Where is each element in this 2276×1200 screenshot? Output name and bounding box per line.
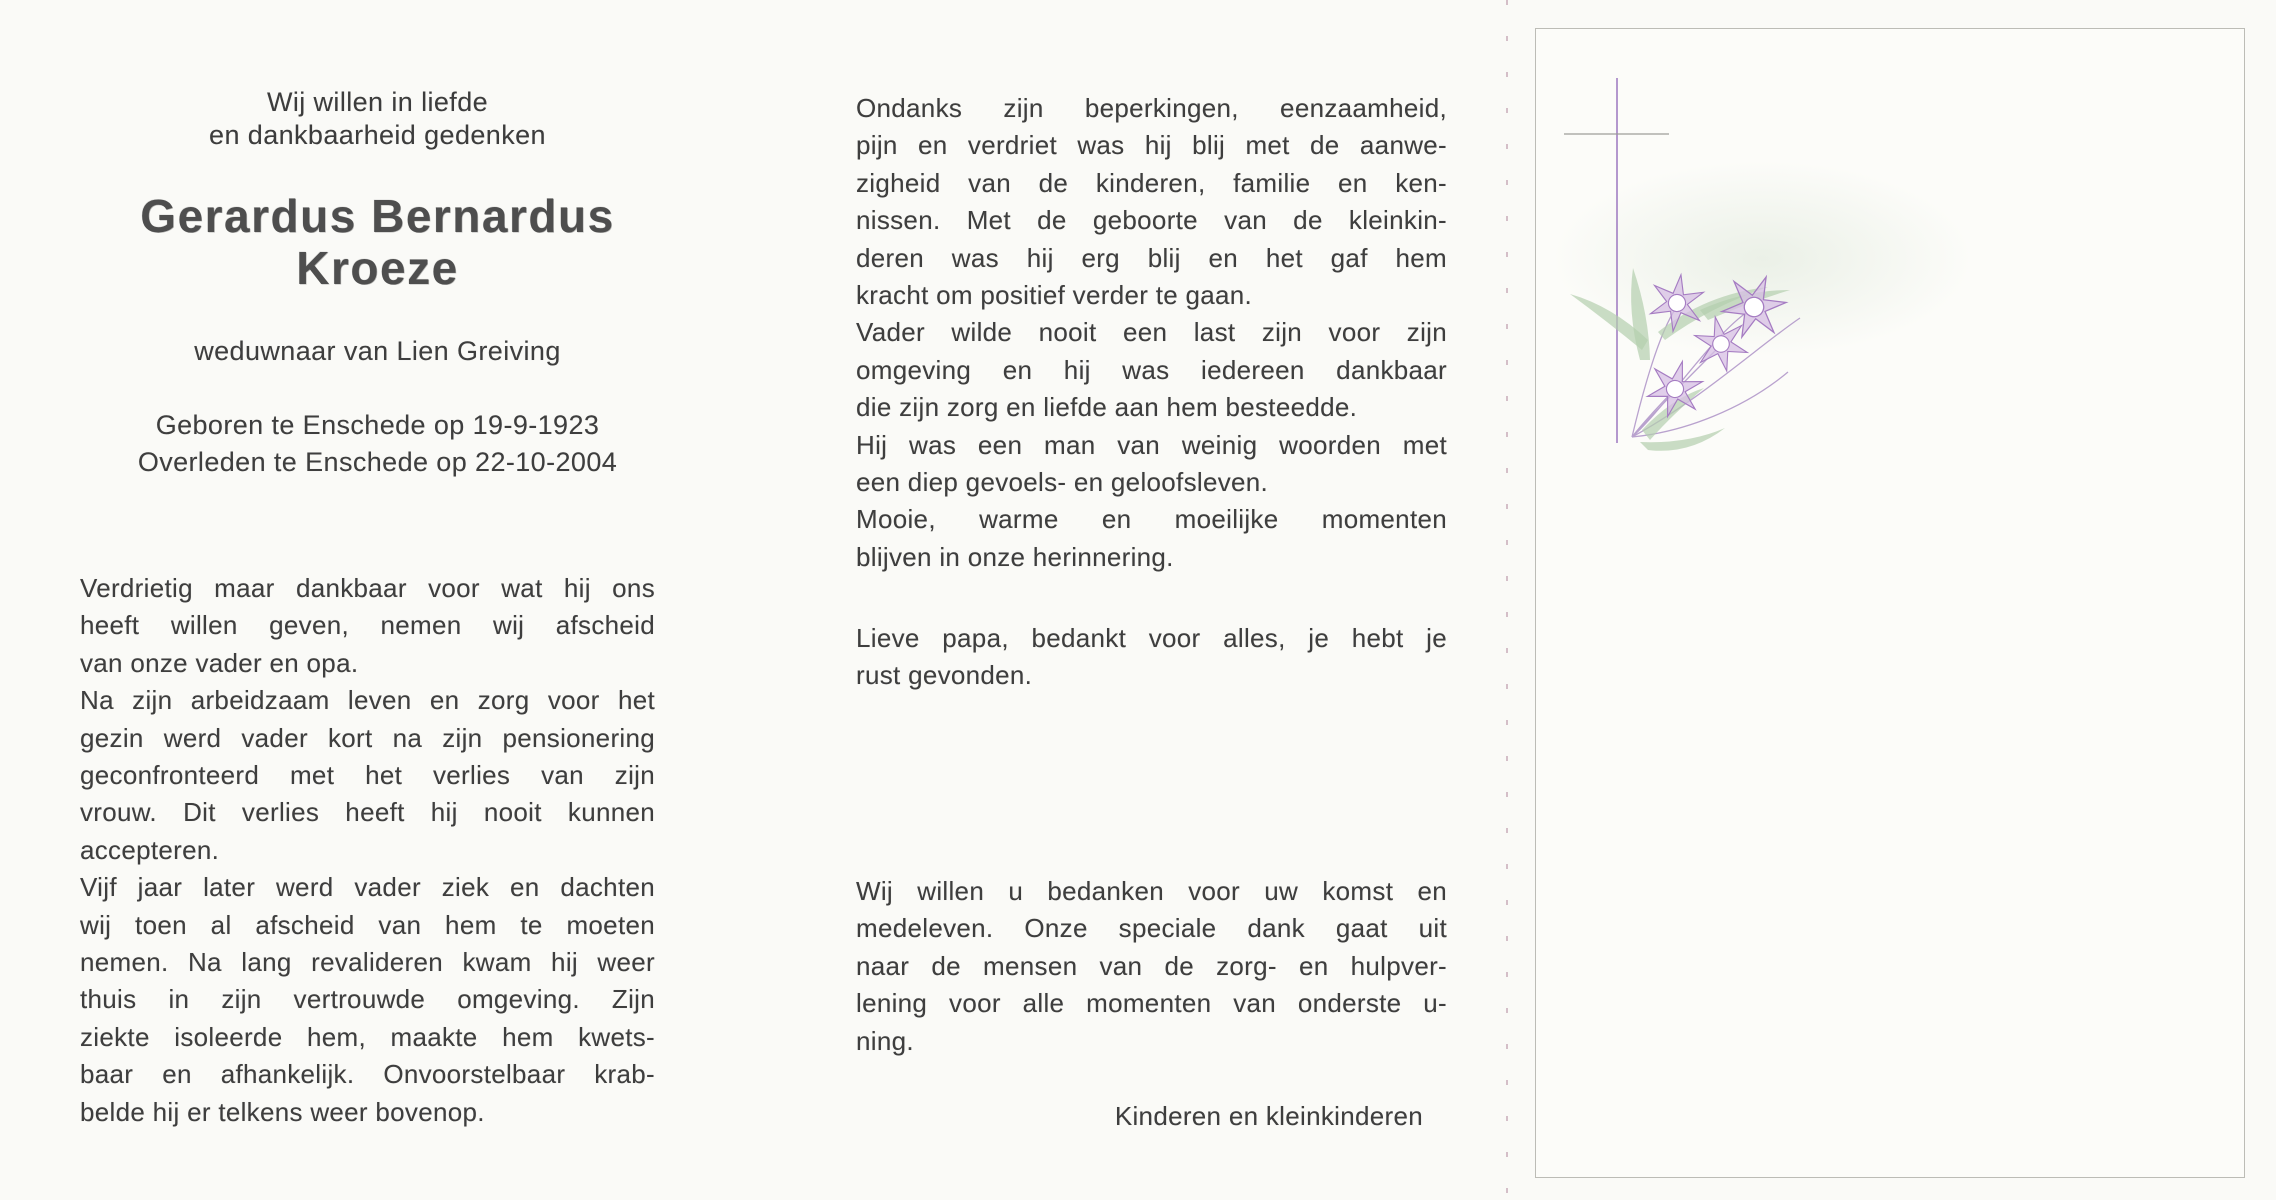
text-line: Gerardus Bernardus [140,190,615,242]
text-line: gezin werd vader kort na zijn pensionering [80,722,655,753]
text-line: medeleven. Onze speciale dank gaat uit [856,913,1447,944]
text-line: rust gevonden. [856,660,1033,691]
text-line: Hij was een man van weinig woorden met [856,429,1447,460]
text-line: Ondanks zijn beperkingen, eenzaamheid, [856,93,1447,123]
signature-line [856,1098,1447,1135]
text-line: heeft willen geven, nemen wij afscheid [80,610,655,641]
paragraph [856,314,1447,426]
text-line: geconfronteerd met het verlies van zijn [80,760,655,791]
text-line: Kroeze [296,242,459,294]
text-line: een diep gevoels- en geloofsleven. [856,467,1269,498]
text-line: Wij willen u bedanken voor uw komst en [856,876,1447,906]
paragraph [80,570,655,682]
relation-text: weduwnaar van Lien Greiving [194,336,561,366]
text-line: accepteren. [80,834,220,865]
paragraph [856,873,1447,1060]
text-line: die zijn zorg en liefde aan hem besteedde. [856,392,1358,423]
text-line: van onze vader en opa. [80,647,359,678]
text-line: Lieve papa, bedankt voor alles, je hebt je [856,623,1447,653]
text-line: en dankbaarheid gedenken [209,120,546,150]
text-line: Vijf jaar later werd vader ziek en dachten [80,872,655,903]
text-line: nissen. Met de geboorte van de kleinkin- [856,205,1447,236]
paragraph [856,501,1447,576]
text-line: nemen. Na lang revalideren kwam hij weer [80,947,655,978]
text-line: ziekte isoleerde hem, maakte hem kwets- [80,1021,655,1052]
text-line: Verdrietig maar dankbaar voor wat hij ons [80,573,655,603]
paragraph [80,869,655,1131]
text-line: naar de mensen van de zorg- en hulpver- [856,950,1447,981]
text-line: Vader wilde nooit een last zijn voor zijn [856,317,1447,348]
signature-text: Kinderen en kleinkinderen [1114,1101,1423,1131]
text-line: Overleden te Enschede op 22-10-2004 [137,447,618,477]
text-line: pijn en verdriet was hij blij met de aanwe- [856,130,1447,161]
left-body-text [80,570,655,1131]
fold-crease [1506,0,1508,1200]
paragraph [80,682,655,869]
leaf-icon [1631,268,1650,360]
middle-body-text [856,90,1447,576]
text-line: Geboren te Enschede op 19-9-1923 [155,410,600,440]
text-line: vrouw. Dit verlies heeft hij nooit kunnen [80,797,655,828]
text-line: thuis in zijn vertrouwde omgeving. Zijn [80,984,655,1015]
text-line: deren was hij erg blij en het gaf hem [856,242,1447,273]
intro-text [90,86,665,152]
farewell-text [856,620,1447,695]
text-line: lening voor alle momenten van onderste u- [856,988,1447,1019]
paragraph [856,90,1447,314]
text-line: blijven in onze herinnering. [856,541,1174,572]
text-line: omgeving en hij was iedereen dankbaar [856,354,1447,385]
birth-death-dates [90,407,665,481]
cross-icon [1564,78,1669,443]
thanks-text [856,873,1447,1060]
text-line: wij toen al afscheid van hem te moeten [80,909,655,940]
text-line: belde hij er telkens weer bovenop. [80,1096,485,1127]
paragraph [856,427,1447,502]
text-line: Mooie, warme en moeilijke momenten [856,504,1447,535]
deceased-name [90,190,665,294]
text-line: zigheid van de kinderen, familie en ken- [856,167,1447,198]
text-line: kracht om positief verder te gaan. [856,280,1253,311]
text-line: Na zijn arbeidzaam leven en zorg voor het [80,685,655,716]
text-line: ning. [856,1025,914,1056]
paragraph [856,620,1447,695]
cross-and-flowers-artwork [1535,28,2245,1178]
relation-line [90,334,665,368]
text-line: baar en afhankelijk. Onvoorstelbaar krab- [80,1059,655,1090]
text-line: Wij willen in liefde [266,87,489,117]
